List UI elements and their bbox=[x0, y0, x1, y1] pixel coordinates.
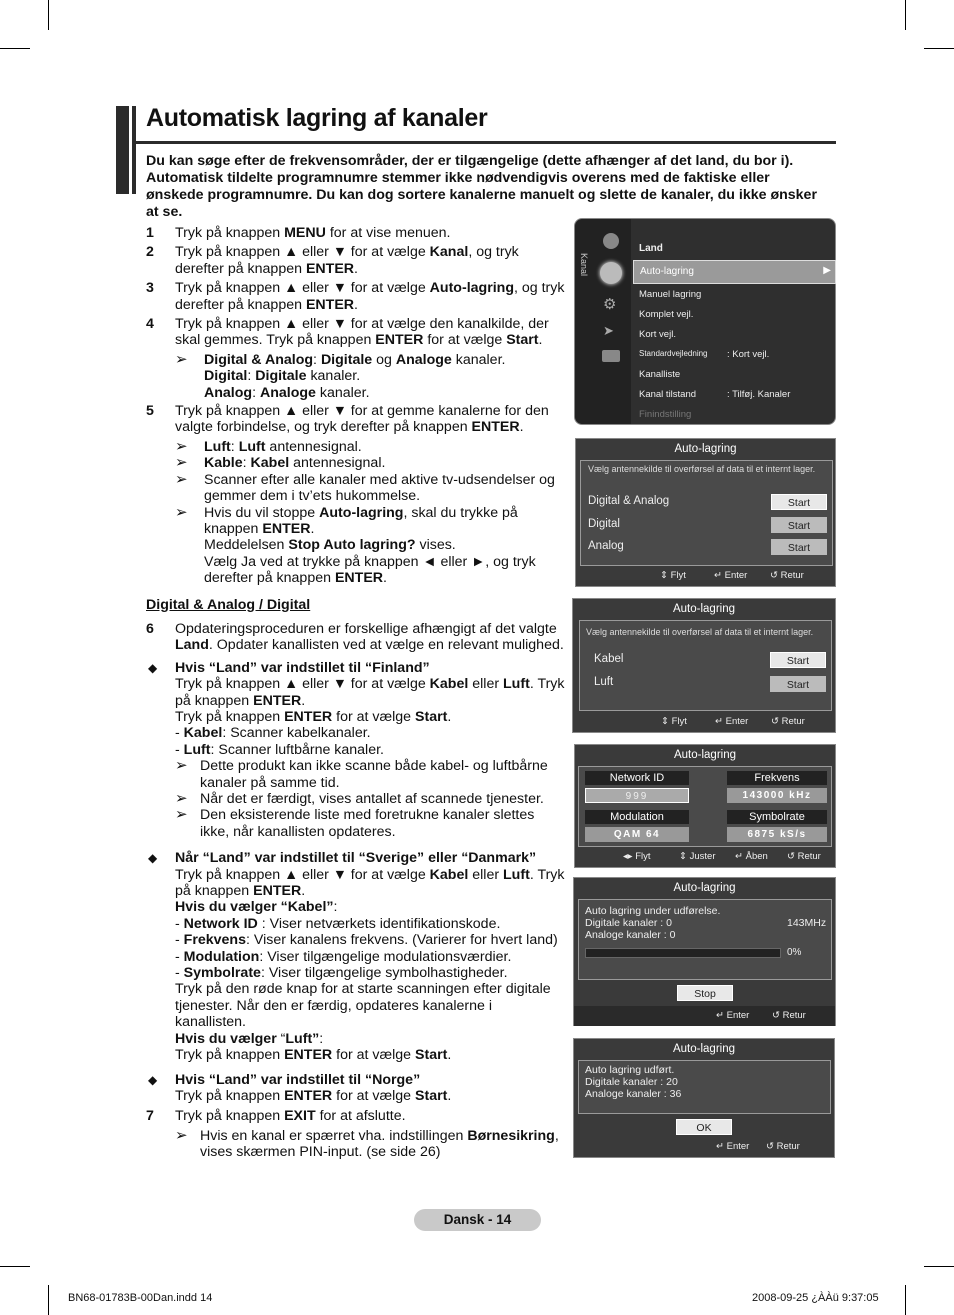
footer-file: BN68-01783B-00Dan.indd 14 bbox=[68, 1292, 213, 1304]
nav-return: ↺ Retur bbox=[770, 570, 804, 581]
return-icon: ↺ bbox=[766, 1141, 774, 1152]
progress-bar bbox=[585, 948, 781, 958]
auto-lagring-panel-4 bbox=[573, 877, 836, 1026]
panel-title: Auto-lagring bbox=[673, 882, 736, 894]
updown-icon: ⇕ bbox=[660, 570, 668, 581]
menu-item-standard[interactable]: Standardvejledning bbox=[639, 349, 708, 358]
menu-item-auto-lagring[interactable]: Auto-lagring ▶ bbox=[633, 260, 836, 284]
panel-title: Auto-lagring bbox=[672, 603, 735, 615]
panel-body bbox=[578, 1060, 831, 1114]
status-line: Digitale kanaler : 20 bbox=[585, 1076, 678, 1088]
start-button[interactable]: Start bbox=[770, 652, 826, 668]
modulation-label: Modulation bbox=[585, 810, 689, 824]
menu-item-finindstilling: Finindstilling bbox=[639, 409, 692, 420]
status-line: Digitale kanaler : 0 bbox=[585, 917, 672, 929]
enter-icon: ↵ bbox=[716, 1010, 724, 1021]
crop-mark bbox=[48, 0, 49, 30]
row-label: Digital bbox=[588, 518, 620, 530]
enter-icon: ↵ bbox=[715, 716, 723, 727]
norge-section: ◆ Hvis “Land” var indstillet til “Norge” Tryk på knappen ENTER for at vælge Start. bbox=[148, 1071, 452, 1104]
menu-item-tilstand[interactable]: Kanal tilstand bbox=[639, 389, 697, 400]
symbolrate-field[interactable]: 6875 kS/s bbox=[727, 827, 827, 842]
stop-button[interactable]: Stop bbox=[677, 985, 733, 1001]
ok-button[interactable]: OK bbox=[676, 1119, 732, 1135]
start-button[interactable]: Start bbox=[771, 517, 827, 533]
modulation-field[interactable]: QAM 64 bbox=[585, 827, 689, 842]
row-label: Luft bbox=[594, 676, 614, 688]
setup-gear-icon[interactable]: ⚙ bbox=[603, 296, 617, 313]
channel-menu-panel bbox=[574, 218, 836, 425]
finland-note: ➢ Den eksisterende liste med foretrukne kanaler slettes ikke, når kanallisten opdateres. bbox=[175, 806, 535, 840]
auto-lagring-panel-2 bbox=[572, 598, 836, 733]
start-button[interactable]: Start bbox=[771, 494, 827, 510]
row-label: Kabel bbox=[594, 653, 624, 665]
step-5-note: ➢ Kable: Kabel antennesignal. bbox=[175, 454, 386, 472]
auto-lagring-panel-5 bbox=[573, 1038, 835, 1158]
nav-return: ↺ Retur bbox=[772, 1010, 806, 1021]
menu-value-tilstand: : Tilføj. Kanaler bbox=[727, 389, 791, 400]
start-button[interactable]: Start bbox=[771, 539, 827, 555]
crop-mark bbox=[0, 48, 30, 49]
nav-move: ⇕ Flyt bbox=[661, 716, 687, 727]
nav-return: ↺ Retur bbox=[766, 1141, 800, 1152]
status-line: Auto lagring under udførelse. bbox=[585, 905, 721, 917]
status-line: Auto lagring udført. bbox=[585, 1064, 675, 1076]
updown-icon: ⇕ bbox=[661, 716, 669, 727]
nav-enter: ↵ Enter bbox=[716, 1141, 750, 1152]
page-number-label: Dansk - 14 bbox=[414, 1209, 541, 1231]
network-id-label: Network ID bbox=[585, 771, 689, 785]
step-5-note: ➢ Hvis du vil stoppe Auto-lagring, skal du trykke på knappen ENTER. Meddelelsen Stop Auto lagring? vises. Vælg Ja ved at trykke på knappen ◄ eller ►, og tryk derefter på knappen ENTER. bbox=[175, 503, 536, 587]
step-6: 6 Opdateringsproceduren er forskellige afhængigt af det valgte Land. Opdater kanallisten ved at vælge en relevant mulighed. bbox=[146, 620, 564, 654]
auto-lagring-panel-1 bbox=[575, 438, 836, 587]
frekvens-label: Frekvens bbox=[727, 771, 827, 785]
crop-mark bbox=[905, 0, 906, 30]
page-title: Automatisk lagring af kanaler bbox=[146, 104, 488, 132]
title-rule bbox=[134, 141, 836, 144]
menu-value-standard: : Kort vejl. bbox=[727, 349, 770, 360]
menu-side-label: Kanal bbox=[579, 253, 589, 277]
nav-enter: ↵ Enter bbox=[714, 570, 748, 581]
auto-lagring-panel-3 bbox=[574, 744, 836, 868]
application-icon[interactable] bbox=[602, 350, 620, 362]
menu-item-manuel[interactable]: Manuel lagring bbox=[639, 289, 702, 300]
return-icon: ↺ bbox=[787, 851, 795, 862]
step-2: 2 Tryk på knappen ▲ eller ▼ for at vælge Kanal, og tryk derefter på knappen ENTER. bbox=[146, 244, 519, 277]
step-5: 5 Tryk på knappen ▲ eller ▼ for at gemme kanalerne for den valgte forbindelse, og tryk derefter på knappen ENTER. bbox=[146, 403, 549, 436]
return-icon: ↺ bbox=[772, 1010, 780, 1021]
menu-sidebar bbox=[575, 219, 631, 424]
nav-move: ⇕ Flyt bbox=[660, 570, 686, 581]
menu-item-kanalliste[interactable]: Kanalliste bbox=[639, 369, 681, 380]
status-line: Analoge kanaler : 0 bbox=[585, 929, 676, 941]
row-label: Analog bbox=[588, 540, 624, 552]
nav-return: ↺ Retur bbox=[771, 716, 805, 727]
panel-title: Auto-lagring bbox=[673, 749, 736, 761]
frekvens-field[interactable]: 143000 kHz bbox=[727, 788, 827, 803]
step-7: 7 Tryk på knappen EXIT for at afslutte. bbox=[146, 1108, 406, 1125]
nav-enter: ↵ Enter bbox=[715, 716, 749, 727]
step-4: 4 Tryk på knappen ▲ eller ▼ for at vælge den kanalkilde, der skal gemmes. Tryk på knappen ENTER for at vælge Start. bbox=[146, 316, 549, 349]
frequency-readout: 143MHz bbox=[787, 917, 827, 929]
updown-icon: ⇕ bbox=[679, 851, 687, 862]
panel-title: Auto-lagring bbox=[674, 443, 737, 455]
panel-body bbox=[580, 460, 833, 566]
step-5-note: ➢ Scanner efter alle kanaler med aktive tv-udsendelser og gemmer dem i tv’ets hukommelse. bbox=[175, 470, 555, 505]
leftright-icon: ◂▸ bbox=[623, 851, 633, 862]
section-header: Digital & Analog / Digital bbox=[146, 596, 311, 613]
panel-desc: Vælg antennekilde til overførsel af data til et internt lager. bbox=[588, 464, 816, 474]
panel-desc: Vælg antennekilde til overførsel af data til et internt lager. bbox=[586, 627, 814, 637]
status-line: Analoge kanaler : 36 bbox=[585, 1088, 682, 1100]
progress-label: 0% bbox=[787, 947, 802, 958]
crop-mark bbox=[924, 1266, 954, 1267]
panel-body bbox=[578, 766, 832, 847]
network-id-field[interactable]: 999 bbox=[585, 788, 689, 803]
nav-move: ◂▸ Flyt bbox=[623, 851, 651, 862]
nav-enter: ↵ Enter bbox=[716, 1010, 750, 1021]
nav-open: ↵ Åben bbox=[735, 851, 768, 862]
instructions bbox=[146, 225, 566, 1161]
step-4-note: ➢ Digital & Analog: Digitale og Analoge kanaler. Digital: Digitale kanaler. Analog: Analoge kanaler. bbox=[175, 350, 506, 401]
start-button[interactable]: Start bbox=[770, 676, 826, 692]
crop-mark bbox=[924, 48, 954, 49]
panel-body bbox=[578, 899, 832, 980]
enter-icon: ↵ bbox=[714, 570, 722, 581]
picture-icon[interactable] bbox=[603, 233, 619, 249]
crop-mark bbox=[0, 1266, 30, 1267]
return-icon: ↺ bbox=[771, 716, 779, 727]
channel-icon[interactable] bbox=[600, 262, 622, 284]
finland-note: ➢ Når det er færdigt, vises antallet af scannede tjenester. bbox=[175, 790, 544, 807]
enter-icon: ↵ bbox=[716, 1141, 724, 1152]
crop-mark bbox=[905, 1285, 906, 1315]
step-5-note: ➢ Luft: Luft antennesignal. bbox=[175, 437, 362, 455]
enter-icon: ↵ bbox=[735, 851, 743, 862]
row-label: Digital & Analog bbox=[588, 495, 670, 507]
finland-section: ◆ Hvis “Land” var indstillet til “Finland” Tryk på knappen ▲ eller ▼ for at vælge Kabel eller Luft. Tryk på knappen ENTER. Tryk på knappen ENTER for at vælge Start. - Kabel: Scanner kabelkanaler. - Luft: Scanner luftbårne kanaler. bbox=[148, 659, 565, 758]
intro-text: Du kan søge efter de frekvensområder, der er tilgængelige (dette afhænger af det land, du bor i). Automatisk tildelte programnumre stemmer ikke nødvendigvis overens med de faktiske eller ønskede programnumre. Du kan dog sortere kanalerne manuelt og slette de kanaler, du ikke ønsker at se. bbox=[146, 153, 817, 220]
input-icon[interactable]: ➤ bbox=[603, 323, 614, 338]
return-icon: ↺ bbox=[770, 570, 778, 581]
nav-return: ↺ Retur bbox=[787, 851, 821, 862]
menu-item-komplet[interactable]: Komplet vejl. bbox=[639, 309, 694, 320]
step-7-note: ➢ Hvis en kanal er spærret vha. indstillingen Børnesikring, vises skærmen PIN-input. (se side 26) bbox=[175, 1126, 559, 1161]
menu-item-land[interactable]: Land bbox=[639, 243, 663, 254]
step-1: 1 Tryk på knappen MENU for at vise menuen. bbox=[146, 225, 451, 241]
sverige-section: ◆ Når “Land” var indstillet til “Sverige” eller “Danmark” Tryk på knappen ▲ eller ▼ for at vælge Kabel eller Luft. Tryk på knappen ENTER. Hvis du vælger “Kabel”: - Network ID : Viser netværkets identifikationskode. - Frekvens: Viser kanalens frekvens. (Varierer for hvert land) - Modulation: Viser tilgængelige modulationsværdier. - Symbolrate: Viser tilgængelige symbolhastigheder. Tryk på den røde knap for at starte scanningen efter digitale tjenester. Når den er færdig, opdateres kanalerne i kanallisten. Hvis du vælger “Luft”: Tryk på knappen ENTER for at vælge Start. bbox=[148, 850, 565, 1064]
footer-date: 2008-09-25 ¿ÀÀü 9:37:05 bbox=[752, 1292, 879, 1304]
menu-item-kort[interactable]: Kort vejl. bbox=[639, 329, 676, 340]
title-accent-bar bbox=[116, 106, 132, 194]
panel-title: Auto-lagring bbox=[672, 1043, 735, 1055]
finland-note: ➢ Dette produkt kan ikke scanne både kabel- og luftbårne kanaler på samme tid. bbox=[175, 757, 548, 791]
symbolrate-label: Symbolrate bbox=[727, 810, 827, 824]
panel-body bbox=[579, 620, 832, 711]
nav-adjust: ⇕ Juster bbox=[679, 851, 716, 862]
crop-mark bbox=[48, 1285, 49, 1315]
arrow-right-icon: ▶ bbox=[823, 265, 831, 276]
step-3: 3 Tryk på knappen ▲ eller ▼ for at vælge Auto-lagring, og tryk derefter på knappen ENTER. bbox=[146, 280, 565, 313]
